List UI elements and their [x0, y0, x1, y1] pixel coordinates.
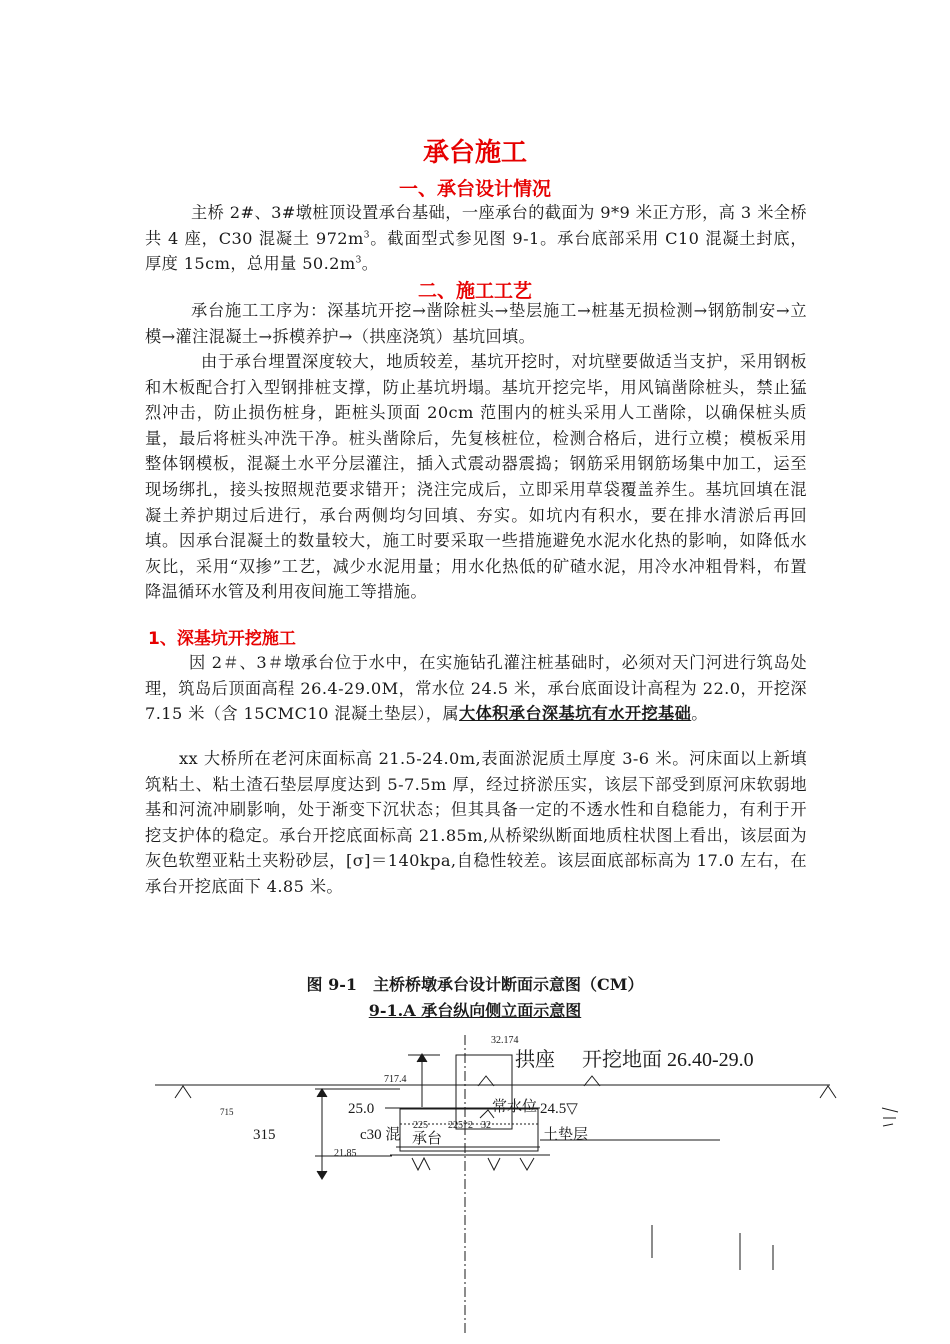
- document-title: 承台施工: [422, 138, 527, 168]
- paragraph-excavation: [145, 650, 807, 727]
- ground-hatch-right-2: [820, 1086, 836, 1098]
- emphasized-text: 大体积承台深基坑有水开挖基础: [458, 704, 692, 724]
- text-run: 因 2＃、3＃墩承台位于水中，在实施钻孔灌注桩基础时，必须对天门河进行筑岛处理，筑岛后顶面高程 26.4-29.0M，常水位 24.5 米，承台底面设计高程为 22.0，开挖深 7.15 米（含 15CMC10 混凝土垫层），属: [145, 653, 807, 724]
- paragraph-design: [145, 200, 807, 277]
- text-run: 。: [691, 704, 708, 724]
- label-ground: 开挖地面 26.40-29.0: [582, 1049, 754, 1071]
- text-run: 。: [361, 254, 379, 274]
- label-dim-225a: 225: [413, 1120, 428, 1131]
- label-cap: 承台: [412, 1131, 443, 1147]
- subsection-heading-excavation: 1、深基坑开挖施工: [148, 629, 296, 649]
- ground-hatch-left: [175, 1086, 191, 1098]
- label-margin-mark: 三: [878, 1123, 888, 1133]
- arrowhead-top: [317, 1089, 327, 1097]
- section-heading-process: 二、施工工艺: [417, 280, 532, 302]
- text-run: 主桥 2#、3#墩桩顶设置承台基础，一座承台的截面为 9*9 米正方形，高 3 米全桥共 4 座，C30 混凝土 972m: [145, 203, 807, 248]
- label-arch-seat: 拱座: [515, 1049, 555, 1071]
- superscript: 3: [355, 255, 362, 266]
- text-run: 。截面型式参见图 9-1。承台底部采用 C10 混凝土封底，厚度 15cm，总用量 50.2m: [145, 228, 807, 274]
- label-315: 315: [253, 1127, 276, 1143]
- label-elev-717: 717.4: [384, 1074, 407, 1085]
- arrowhead-bottom: [317, 1171, 327, 1179]
- label-water-level: 24.5▽: [540, 1101, 578, 1117]
- label-dim-32: 32: [481, 1120, 491, 1131]
- label-cushion: 土垫层: [543, 1127, 589, 1143]
- label-dim-225b: 225*2: [448, 1120, 473, 1131]
- bottom-hatch-2: [488, 1158, 500, 1170]
- label-normal-water: 常水位: [492, 1099, 538, 1115]
- cap-section-diagram: [0, 1000, 950, 1340]
- stray-mark-4: [882, 1108, 898, 1112]
- figure-caption: 图 9-1 主桥桥墩承台设计断面示意图（CM）: [306, 975, 644, 994]
- paragraph-process-detail: 由于承台埋置深度较大，地质较差，基坑开挖时，对坑壁要做适当支护，采用钢板和木板配合打入型钢排桩支撑，防止基坑坍塌。基坑开挖完毕，用风镐凿除桩头，禁止猛烈冲击，防止损伤桩身，距桩头顶面 20cm 范围内的桩头采用人工凿除，以确保桩头质量，最后将桩头冲洗干净。桩头凿除后，先复核桩位，检测合格后，进行立模；模板采用整体钢模板，混凝土水平分层灌注，插入式震动器震捣；钢筋采用钢筋场集中加工，运至现场绑扎，接头按照规范要求错开；浇注完成后，立即采用草袋覆盖养生。基坑回填在混凝土养护期过后进行，承台两侧均匀回填、夯实。如坑内有积水，要在排水清淤后再回填。因承台混凝土的数量较大，施工时要采取一些措施避免水泥水化热的影响，如降低水灰比，采用“双掺”工艺，减少水泥用量；用水化热低的矿碴水泥，用冷水冲粗骨料，布置降温循环水管及利用夜间施工等措施。: [145, 352, 807, 602]
- label-elev-25: 25.0: [348, 1101, 375, 1117]
- label-elev-2185: 21.85: [334, 1148, 357, 1159]
- superscript: 3: [363, 230, 370, 241]
- paragraph-geology: xx 大桥所在老河床面标高 21.5-24.0m,表面淤泥质土厚度 3-6 米。河床面以上新填筑粘土、粘土渣石垫层厚度达到 5-7.5m 厚，经过挤淤压实，该层下部受到原河床软弱地基和河流冲刷影响，处于渐变下沉状态；但其具备一定的不透水性和自稳能力，有利于开挖支护体的稳定。承台开挖底面标高 21.85m,从桥梁纵断面地质柱状图上看出，该层面为灰色软塑亚粘土夹粉砂层，[σ]＝140kpa,自稳性较差。该层面底部标高为 17.0 左右，在承台开挖底面下 4.85 米。: [145, 749, 807, 896]
- arch-seat-block: [456, 1055, 512, 1129]
- label-elev-715: 715: [220, 1107, 234, 1117]
- label-c30: c30 混: [360, 1127, 401, 1143]
- section-heading-design: 一、承台设计情况: [398, 178, 551, 200]
- figure-subcaption: 9-1.A 承台纵向侧立面示意图: [368, 1001, 582, 1020]
- bottom-hatch-3: [520, 1158, 534, 1170]
- paragraph-process-sequence: 承台施工工序为：深基坑开挖→凿除桩头→垫层施工→桩基无损检测→钢筋制安→立模→灌注混凝土→拆模养护→（拱座浇筑）基坑回填。: [145, 301, 807, 346]
- label-top-elevation: 32.174: [491, 1035, 519, 1046]
- bottom-hatch-1: [412, 1158, 430, 1170]
